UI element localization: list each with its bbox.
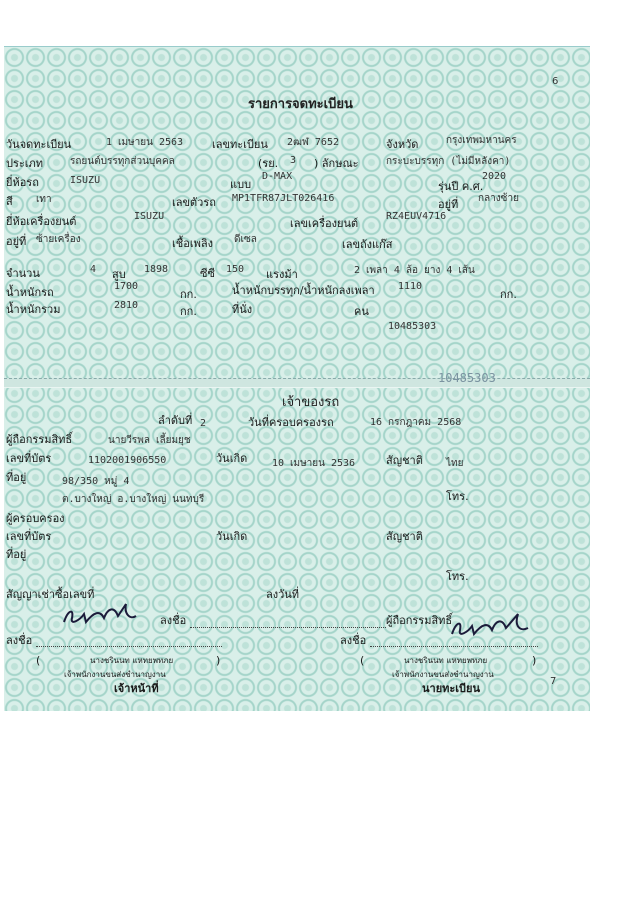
reg-date-label: วันจดทะเบียน (6, 138, 72, 151)
officer-title-right: นายทะเบียน (422, 682, 481, 695)
birth-date-label: วันเกิด (216, 452, 248, 465)
axle-wheels-value: 2 เพลา 4 ล้อ ยาง 4 เส้น (354, 265, 475, 276)
officer-name-left: นางชรินนท แหทยพทภย (90, 656, 174, 665)
hire-purchase-label: สัญญาเช่าซื้อเลขที่ (6, 588, 95, 601)
type-label: ประเภท (6, 157, 44, 170)
officer-paren-left-close: ) (216, 654, 221, 667)
engine-location-label: อยู่ที่ (6, 235, 27, 248)
load-weight-label: น้ำหนักบรรทุก/น้ำหนักลงเพลา (232, 284, 375, 297)
gas-tank-label: เลขถังแก๊ส (342, 238, 393, 251)
horsepower-label: แรงม้า (266, 268, 298, 281)
possession-date-value: 16 กรกฎาคม 2568 (370, 417, 462, 428)
vin-label: เลขตัวรถ (172, 196, 216, 209)
engine-location-value: ซ้ายเครื่อง (36, 234, 81, 245)
plate-value: 2ฒฬ 7652 (287, 137, 339, 148)
engine-number-value: RZ4EUV4716 (386, 211, 447, 222)
phone-label: โทร. (446, 490, 469, 503)
vehicle-weight-value: 1700 (114, 281, 139, 292)
document-number-faint: 10485303 (438, 371, 496, 385)
rl-label: (รย. (258, 157, 279, 170)
fuel-value: ดีเซล (234, 234, 257, 245)
holder-sign-label: ลงชื่อ (160, 614, 187, 627)
id-card-value: 1102001906550 (88, 455, 167, 466)
engine-brand-label: ยี่ห้อเครื่องยนต์ (6, 215, 77, 228)
page-fold-separator (4, 378, 590, 388)
address-label: ที่อยู่ (6, 471, 27, 484)
officer-title-left: เจ้าหน้าที่ (114, 682, 159, 695)
color-value: เทา (36, 194, 52, 205)
holder-label: ผู้ถือกรรมสิทธิ์ (6, 433, 73, 446)
officer-position-right: เจ้าพนักงานขนส่งชำนาญงาน (392, 670, 494, 679)
cc-value: 1898 (144, 264, 169, 275)
brand-value: ISUZU (70, 175, 101, 186)
officer-sign-line-left (36, 646, 222, 647)
nationality-label: สัญชาติ (386, 454, 423, 467)
officer-paren-right: ( (360, 654, 365, 667)
type-value: รถยนต์บรรทุกส่วนบุคคล (70, 156, 175, 167)
brand-label: ยี่ห้อรถ (6, 176, 39, 189)
officer-signature-left (60, 600, 140, 630)
cylinder-label: สูบ (112, 268, 126, 281)
officer-sign-label-right: ลงชื่อ (340, 634, 367, 647)
possession-date-label: วันที่ครอบครองรถ (248, 416, 334, 429)
address-line-1: 98/350 หมู่ 4 (62, 476, 130, 487)
holder-sign-caption: ผู้ถือกรรมสิทธิ์ (386, 614, 453, 627)
occupant-nationality-label: สัญชาติ (386, 530, 423, 543)
cylinder-count-label: จำนวน (6, 267, 40, 280)
vin-location-label: อยู่ที่ (438, 198, 459, 211)
engine-number-label: เลขเครื่องยนต์ (290, 217, 359, 230)
characteristic-label: ) ลักษณะ (314, 157, 359, 170)
total-weight-value: 2810 (114, 300, 139, 311)
holder-value: นายวีรพล เลี้ยมยุช (108, 435, 191, 446)
plate-label: เลขทะเบียน (212, 138, 268, 151)
document-number: 10485303 (388, 321, 437, 332)
birth-date-value: 10 เมษายน 2536 (272, 458, 356, 469)
model-year-label: รุ่นปี ค.ศ. (438, 180, 484, 193)
kg-unit-2: กก. (500, 288, 517, 301)
load-weight-value: 1110 (398, 281, 423, 292)
province-label: จังหวัด (386, 138, 419, 151)
total-weight-label: น้ำหนักรวม (6, 303, 61, 316)
reg-date-value: 1 เมษายน 2563 (106, 137, 184, 148)
nationality-value: ไทย (446, 458, 464, 469)
owner-title: เจ้าของรถ (282, 395, 340, 410)
officer-paren-right-close: ) (532, 654, 537, 667)
page-number-top: 6 (552, 76, 559, 87)
cylinder-count-value: 4 (90, 264, 97, 275)
model-value: D-MAX (262, 171, 293, 182)
occupant-phone-label: โทร. (446, 570, 469, 583)
id-card-label: เลขที่บัตร (6, 452, 52, 465)
engine-brand-value: ISUZU (134, 211, 165, 222)
hire-date-label: ลงวันที่ (266, 588, 300, 601)
fuel-label: เชื้อเพลิง (172, 237, 213, 250)
seats-label: ที่นั่ง (232, 303, 253, 316)
holder-sign-line (190, 627, 386, 628)
occupant-label: ผู้ครอบครอง (6, 512, 65, 525)
model-year-value: 2020 (482, 171, 507, 182)
province-value: กรุงเทพมหานคร (446, 135, 517, 146)
color-label: สี (6, 195, 13, 208)
occupant-address-label: ที่อยู่ (6, 548, 27, 561)
model-label: แบบ (230, 178, 252, 191)
kg-unit-3: กก. (180, 305, 197, 318)
cc-label: ซีซี (200, 267, 215, 280)
order-value: 2 (200, 418, 207, 429)
officer-signature-right (448, 610, 532, 644)
vehicle-weight-label: น้ำหนักรถ (6, 286, 54, 299)
occupant-birth-label: วันเกิด (216, 530, 248, 543)
officer-name-right: นางชรินนท แหทยพทภย (404, 656, 488, 665)
horsepower-value: 150 (226, 264, 245, 275)
address-line-2: ต.บางใหญ่ อ.บางใหญ่ นนทบุรี (62, 494, 205, 505)
officer-paren-left: ( (36, 654, 41, 667)
officer-position-left: เจ้าพนักงานขนส่งชำนาญงาน (64, 670, 166, 679)
rl-value: 3 (290, 155, 297, 166)
characteristic-value: กระบะบรรทุก (ไม่มีหลังคา) (386, 156, 511, 167)
page-number-bottom: 7 (550, 676, 557, 687)
registration-title: รายการจดทะเบียน (248, 97, 353, 112)
vin-value: MP1TFR87JLT026416 (232, 193, 335, 204)
officer-sign-label-left: ลงชื่อ (6, 634, 33, 647)
kg-unit-1: กก. (180, 288, 197, 301)
occupant-id-label: เลขที่บัตร (6, 530, 52, 543)
seats-unit: คน (354, 305, 369, 318)
officer-sign-line-right (370, 646, 538, 647)
order-label: ลำดับที่ (158, 414, 193, 427)
vin-location-value: กลางซ้าย (478, 193, 519, 204)
